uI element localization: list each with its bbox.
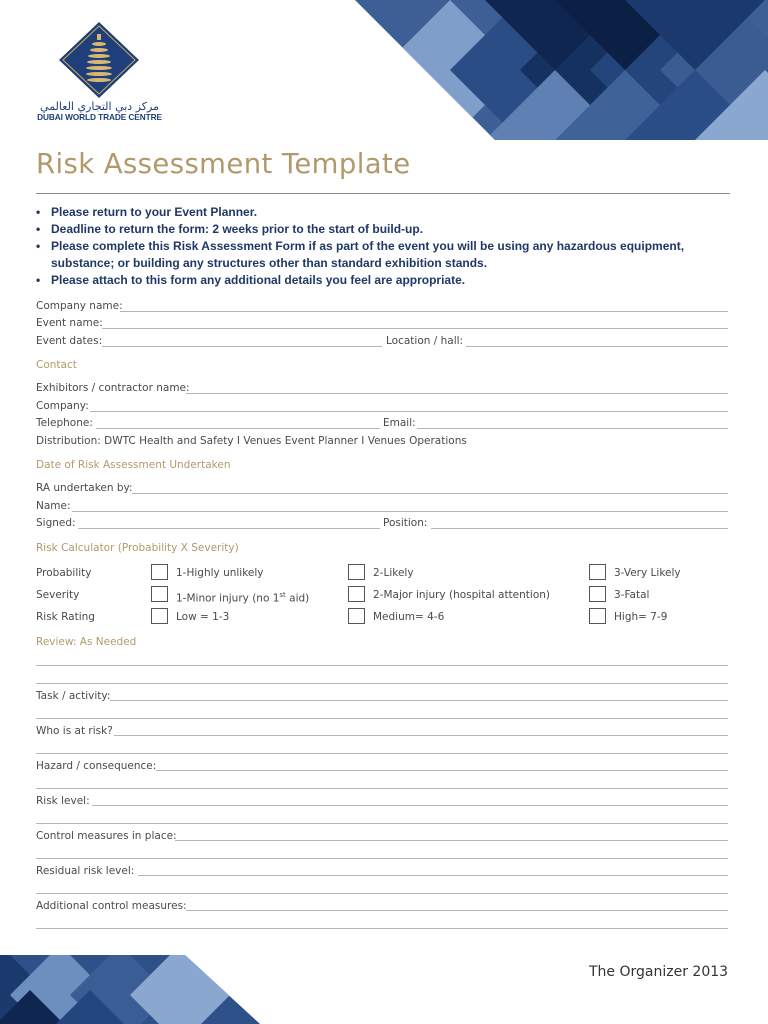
residual-risk-label: Residual risk level: xyxy=(36,865,135,877)
task-field-continued[interactable] xyxy=(36,718,728,719)
contact-company-field[interactable] xyxy=(90,411,728,412)
severity-2-label: 2-Major injury (hospital attention) xyxy=(373,589,550,601)
severity-3-label: 3-Fatal xyxy=(614,589,650,601)
risk-high-label: High= 7-9 xyxy=(614,611,668,623)
footer-text: The Organizer 2013 xyxy=(589,964,729,980)
event-dates-label: Event dates: xyxy=(36,335,103,347)
additional-control-field[interactable] xyxy=(186,910,728,911)
company-name-label: Company name: xyxy=(36,300,123,312)
severity-1-checkbox[interactable] xyxy=(151,586,168,602)
contact-heading: Contact xyxy=(36,359,77,371)
telephone-label: Telephone: xyxy=(36,417,93,429)
severity-3-checkbox[interactable] xyxy=(589,586,606,602)
event-name-label: Event name: xyxy=(36,317,103,329)
probability-3-checkbox[interactable] xyxy=(589,564,606,580)
risk-rating-label: Risk Rating xyxy=(36,611,95,623)
distribution-text: Distribution: DWTC Health and Safety I Venues Event Planner I Venues Operations xyxy=(36,435,467,447)
header-decoration xyxy=(355,0,768,140)
ra-name-field[interactable] xyxy=(72,511,728,512)
location-field[interactable] xyxy=(466,346,728,347)
instruction-item: • Please complete this Risk Assessment Form if as part of the event you will be using any hazardous equipment, substance; or building any structures other than standard exhibition stands. xyxy=(36,238,736,272)
title-divider xyxy=(36,193,730,194)
residual-risk-field-continued[interactable] xyxy=(36,893,728,894)
review-notes-field[interactable] xyxy=(36,683,728,684)
probability-1-label: 1-Highly unlikely xyxy=(176,567,264,579)
footer-decoration xyxy=(0,955,260,1024)
probability-2-checkbox[interactable] xyxy=(348,564,365,580)
ra-undertaken-label: RA undertaken by: xyxy=(36,482,133,494)
probability-3-label: 3-Very Likely xyxy=(614,567,681,579)
who-at-risk-field-continued[interactable] xyxy=(36,753,728,754)
risk-high-checkbox[interactable] xyxy=(589,608,606,624)
control-measures-field[interactable] xyxy=(175,840,728,841)
exhibitor-field[interactable] xyxy=(186,393,728,394)
page-title: Risk Assessment Template xyxy=(36,148,411,180)
position-field[interactable] xyxy=(431,528,728,529)
hazard-field[interactable] xyxy=(156,770,728,771)
additional-control-field-continued[interactable] xyxy=(36,928,728,929)
probability-1-checkbox[interactable] xyxy=(151,564,168,580)
hazard-label: Hazard / consequence: xyxy=(36,760,157,772)
risk-low-label: Low = 1-3 xyxy=(176,611,230,623)
exhibitor-label: Exhibitors / contractor name: xyxy=(36,382,190,394)
risk-low-checkbox[interactable] xyxy=(151,608,168,624)
signed-field[interactable] xyxy=(78,528,380,529)
company-name-field[interactable] xyxy=(120,311,728,312)
telephone-field[interactable] xyxy=(96,428,380,429)
risk-level-field-continued[interactable] xyxy=(36,823,728,824)
ra-date-heading: Date of Risk Assessment Undertaken xyxy=(36,459,231,471)
control-measures-field-continued[interactable] xyxy=(36,858,728,859)
hazard-field-continued[interactable] xyxy=(36,788,728,789)
control-measures-label: Control measures in place: xyxy=(36,830,177,842)
email-field[interactable] xyxy=(417,428,728,429)
risk-calculator-heading: Risk Calculator (Probability X Severity) xyxy=(36,542,239,554)
who-at-risk-field[interactable] xyxy=(114,735,728,736)
logo-english-text: DUBAI WORLD TRADE CENTRE xyxy=(37,112,162,122)
instruction-item: • Deadline to return the form: 2 weeks prior to the start of build-up. xyxy=(36,221,736,238)
task-label: Task / activity: xyxy=(36,690,111,702)
instruction-list xyxy=(36,204,736,289)
position-label: Position: xyxy=(383,517,428,529)
location-label: Location / hall: xyxy=(386,335,464,347)
event-name-field[interactable] xyxy=(102,328,728,329)
contact-company-label: Company: xyxy=(36,400,89,412)
risk-level-label: Risk level: xyxy=(36,795,90,807)
probability-label: Probability xyxy=(36,567,92,579)
who-at-risk-label: Who is at risk? xyxy=(36,725,113,737)
instruction-item: • Please return to your Event Planner. xyxy=(36,204,736,221)
task-field[interactable] xyxy=(110,700,728,701)
ra-name-label: Name: xyxy=(36,500,71,512)
probability-2-label: 2-Likely xyxy=(373,567,414,579)
additional-control-label: Additional control measures: xyxy=(36,900,187,912)
instruction-item: • Please attach to this form any additional details you feel are appropriate. xyxy=(36,272,736,289)
event-dates-field[interactable] xyxy=(102,346,382,347)
severity-1-label: 1-Minor injury (no 1st aid) xyxy=(176,591,310,605)
ra-undertaken-field[interactable] xyxy=(132,493,728,494)
logo-arabic-text: مركز دبي التجاري العالمي xyxy=(40,100,159,113)
severity-2-checkbox[interactable] xyxy=(348,586,365,602)
risk-medium-checkbox[interactable] xyxy=(348,608,365,624)
email-label: Email: xyxy=(383,417,416,429)
review-heading: Review: As Needed xyxy=(36,636,137,648)
review-notes-field[interactable] xyxy=(36,665,728,666)
severity-label: Severity xyxy=(36,589,80,601)
signed-label: Signed: xyxy=(36,517,76,529)
risk-level-field[interactable] xyxy=(92,805,728,806)
risk-medium-label: Medium= 4-6 xyxy=(373,611,445,623)
residual-risk-field[interactable] xyxy=(138,875,728,876)
